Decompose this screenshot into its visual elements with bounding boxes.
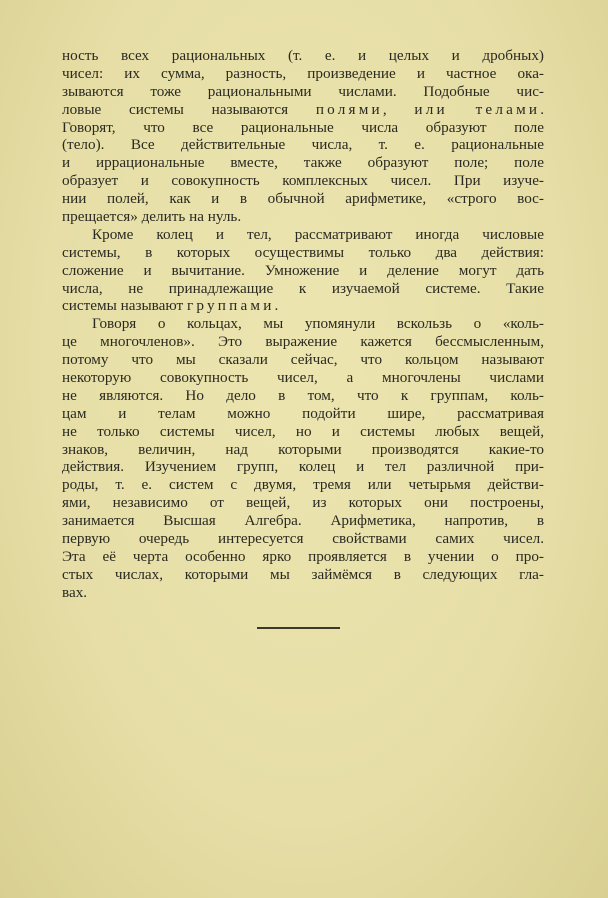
- text-segment: це многочленов». Это выражение кажется бессмысленным,: [62, 333, 544, 351]
- text-segment: действия. Изучением групп, колец и тел различной при-: [62, 458, 544, 476]
- text-segment: ями, независимо от вещей, из которых они построены,: [62, 494, 544, 512]
- section-end-rule: [257, 627, 340, 629]
- text-line: [62, 441, 544, 459]
- text-line: [62, 458, 544, 476]
- text-segment: знаков, величин, над которыми производятся какие-то: [62, 440, 544, 458]
- text-segment: числа, не принадлежащие к изучаемой системе. Такие: [62, 279, 544, 297]
- text-line: [62, 65, 544, 83]
- text-segment: Говоря о кольцах, мы упомянули вскользь о «коль-: [92, 315, 544, 333]
- text-segment: ность всех рациональных (т. е. и целых и дробных): [62, 47, 544, 64]
- text-line: [62, 154, 544, 172]
- text-line: [62, 494, 544, 512]
- text-line: [62, 208, 544, 226]
- emphasized-term: или: [414, 100, 448, 118]
- paragraph: [62, 226, 544, 315]
- text-line: [62, 369, 544, 387]
- text-line: [62, 351, 544, 369]
- text-line: [62, 136, 544, 154]
- text-line: [62, 244, 544, 262]
- emphasized-term: группами: [186, 297, 275, 315]
- text-line: [62, 548, 544, 566]
- text-segment: роды, т. е. систем с двумя, тремя или четырьмя действи-: [62, 476, 544, 494]
- paragraph: [62, 47, 544, 226]
- text-segment: .: [540, 100, 545, 118]
- text-segment: и иррациональные вместе, также образуют поле; поле: [62, 154, 544, 172]
- text-segment: (тело). Все действительные числа, т. е. рациональные: [62, 136, 544, 154]
- text-segment: ловые системы называются: [62, 100, 316, 118]
- text-segment: не являются. Но дело в том, что к группам, коль-: [62, 386, 544, 404]
- text-segment: Кроме колец и тел, рассматривают иногда числовые: [92, 225, 544, 243]
- text-line: [62, 190, 544, 208]
- text-line: [62, 333, 544, 351]
- emphasized-term: телами: [475, 100, 541, 118]
- text-segment: потому что мы сказали сейчас, что кольцом называют: [62, 351, 544, 369]
- text-line: [62, 47, 544, 65]
- paragraph: [62, 315, 544, 601]
- text-segment: не только системы чисел, но и системы любых вещей,: [62, 422, 544, 440]
- text-segment: прещается» делить на нуль.: [62, 208, 242, 226]
- text-line: [62, 584, 544, 602]
- text-line: [62, 476, 544, 494]
- text-segment: ,: [382, 100, 415, 118]
- text-segment: [448, 101, 476, 118]
- text-line: [62, 262, 544, 280]
- emphasized-term: полями: [315, 100, 383, 118]
- text-segment: системы, в которых осуществимы только два действия:: [62, 243, 544, 261]
- text-segment: цам и телам можно подойти шире, рассматривая: [62, 404, 544, 422]
- text-line: [62, 512, 544, 530]
- text-segment: нии полей, как и в обычной арифметике, «строго вос-: [62, 190, 544, 208]
- text-segment: .: [274, 297, 279, 315]
- text-line: [62, 83, 544, 101]
- text-line: [62, 101, 544, 119]
- text-line: [62, 387, 544, 405]
- text-segment: образует и совокупность комплексных чисел. При изуче-: [62, 172, 544, 190]
- text-line: [62, 530, 544, 548]
- text-segment: вах.: [62, 583, 88, 601]
- text-segment: стых числах, которыми мы займёмся в следующих гла-: [62, 565, 544, 583]
- text-segment: первую очередь интересуется свойствами самих чисел.: [62, 530, 544, 548]
- text-line: [62, 297, 544, 315]
- text-segment: некоторую совокупность чисел, а многочлены числами: [62, 369, 544, 387]
- text-segment: зываются тоже рациональными числами. Подобные чис-: [62, 82, 544, 100]
- text-segment: чисел: их сумма, разность, произведение и частное ока-: [62, 64, 544, 82]
- text-line: [62, 172, 544, 190]
- text-line: [62, 315, 544, 333]
- page-text: [62, 47, 544, 602]
- text-line: [62, 280, 544, 298]
- text-segment: занимается Высшая Алгебра. Арифметика, напротив, в: [62, 512, 544, 530]
- text-line: [62, 423, 544, 441]
- text-segment: системы называют: [62, 297, 187, 315]
- text-line: [62, 226, 544, 244]
- text-line: [62, 405, 544, 423]
- text-line: [62, 566, 544, 584]
- text-segment: Говорят, что все рациональные числа образуют поле: [62, 118, 544, 136]
- text-segment: сложение и вычитание. Умножение и деление могут дать: [62, 261, 544, 279]
- text-line: [62, 119, 544, 137]
- text-segment: Эта её черта особенно ярко проявляется в учении о про-: [62, 547, 544, 565]
